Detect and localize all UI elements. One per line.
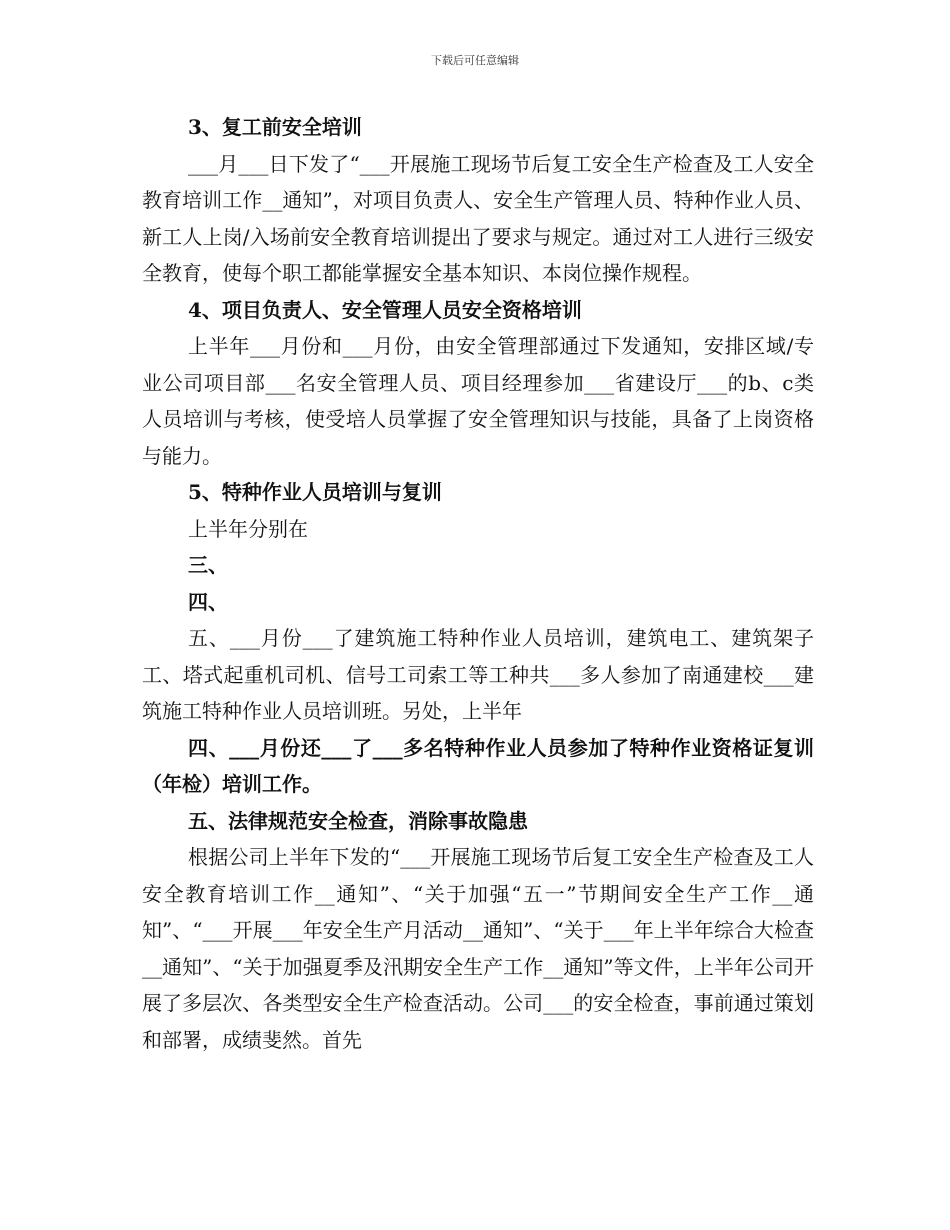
paragraph: 上半年___月份和___月份，由安全管理部通过下发通知，安排区域/专业公司项目部___名安全管理人员、项目经理参加___省建设厅___的b、c类人员培训与考核，使受培人员掌握了安全管理知识与技能，具备了上岗资格与能力。 <box>142 334 814 468</box>
paragraph: ___月___日下发了“___开展施工现场节后复工安全生产检查及工人安全教育培训工作__通知”，对项目负责人、安全生产管理人员、特种作业人员、新工人上岗/入场前安全教育培训提出了要求与规定。通过对工人进行三级安全教育，使每个职工都能掌握安全基本知识、本岗位操作规程。 <box>142 151 814 285</box>
paragraph: 上半年分别在 <box>188 516 308 541</box>
section-heading: 五、法律规范安全检查，消除事故隐患 <box>188 808 528 833</box>
section-heading: 三、 <box>188 553 228 577</box>
section-heading: 5、特种作业人员培训与复训 <box>188 480 442 504</box>
section-heading: 4、项目负责人、安全管理人员安全资格培训 <box>188 297 582 322</box>
document-body <box>142 109 814 1058</box>
page-header: 下载后可任意编辑 <box>431 54 519 67</box>
bold-paragraph: 四、___月份还___了___多名特种作业人员参加了特种作业资格证复训（年检）培训工作。 <box>142 735 814 796</box>
section-heading: 3、复工前安全培训 <box>188 115 362 139</box>
paragraph: 根据公司上半年下发的“___开展施工现场节后复工安全生产检查及工人安全教育培训工作__通知”、“关于加强“五一”节期间安全生产工作__通知”、“___开展___年安全生产月活动__通知”、“关于___年上半年综合大检查__通知”、“关于加强夏季及汛期安全生产工作__通知”等文件，上半年公司开展了多层次、各类型安全生产检查活动。公司___的安全检查，事前通过策划和部署，成绩斐然。首先 <box>142 845 814 1052</box>
paragraph: 五、___月份___了建筑施工特种作业人员培训，建筑电工、建筑架子工、塔式起重机司机、信号工司索工等工种共___多人参加了南通建校___建筑施工特种作业人员培训班。另处，上半年 <box>142 626 814 723</box>
section-heading: 四、 <box>188 589 228 614</box>
